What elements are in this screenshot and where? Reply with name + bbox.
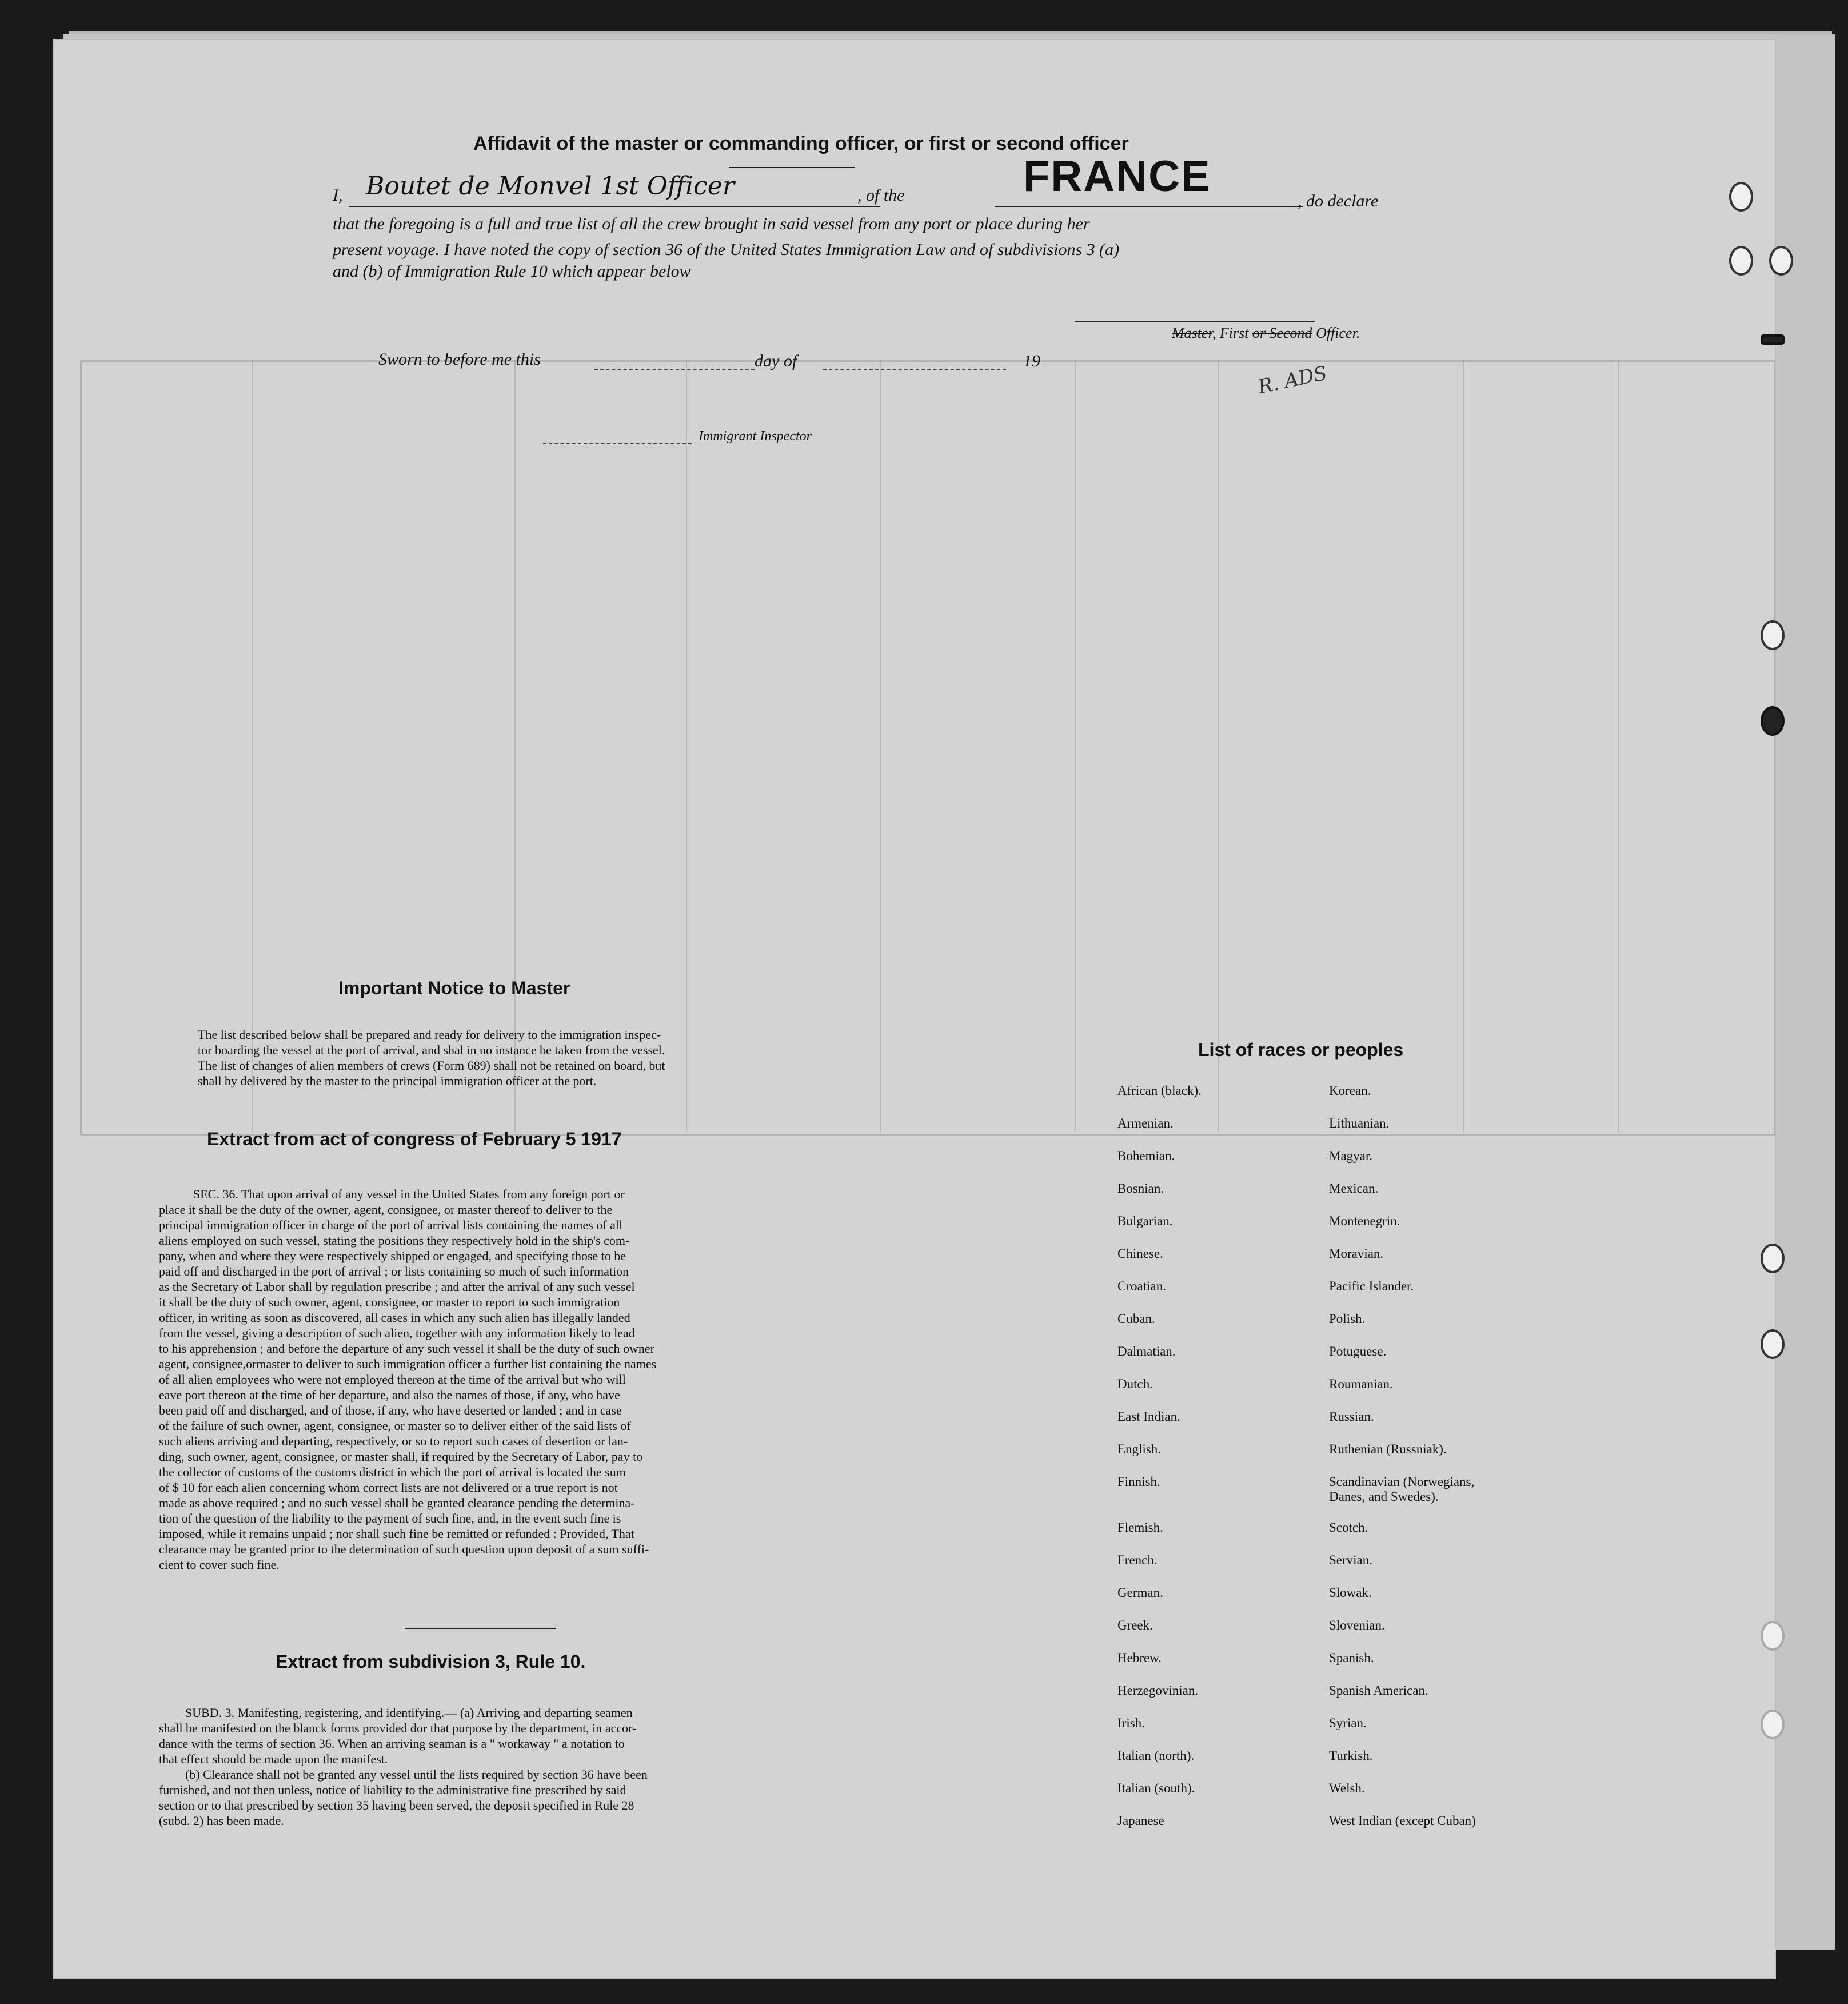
races-left-column bbox=[1117, 1083, 1202, 1846]
affidavit-heading: Affidavit of the master or commanding officer, or first or second officer bbox=[473, 133, 1129, 154]
officer-label: Officer. bbox=[1316, 325, 1360, 341]
act-line: officer, in writing as soon as discovered, all cases in which any such alien has illegally landed bbox=[159, 1310, 630, 1325]
race-item: East Indian. bbox=[1117, 1409, 1180, 1424]
rule-line: furnished, and not then unless, notice of liability to the administrative fine prescribed by said bbox=[159, 1783, 626, 1797]
race-item: Korean. bbox=[1329, 1083, 1371, 1098]
act-line: it shall be the duty of such owner, agent, consignee, or master to report to such immigration bbox=[159, 1295, 620, 1309]
race-item: Magyar. bbox=[1329, 1149, 1373, 1163]
race-item: Mexican. bbox=[1329, 1181, 1379, 1196]
affidavit-line-2: that the foregoing is a full and true list of all the crew brought in said vessel from any port or place during her bbox=[333, 214, 1090, 233]
do-declare-label: , do declare bbox=[1298, 192, 1379, 210]
extract-rule-body bbox=[159, 1705, 648, 1828]
race-item: Pacific Islander. bbox=[1329, 1279, 1414, 1293]
punch-hole bbox=[1761, 1710, 1785, 1739]
act-line: of the failure of such owner, agent, consignee, or master so to deliver either of the said lists of bbox=[159, 1419, 631, 1433]
act-line: been paid off and discharged, and of those, if any, who have deserted or landed ; and in case bbox=[159, 1403, 622, 1417]
inspector-initials: R. ADS bbox=[1256, 361, 1330, 399]
extract-rule-heading: Extract from subdivision 3, Rule 10. bbox=[276, 1651, 586, 1672]
act-line: aliens employed on such vessel, stating the positions they respectively hold in the ship's com- bbox=[159, 1233, 630, 1248]
race-item: Dalmatian. bbox=[1117, 1344, 1176, 1358]
race-item: Russian. bbox=[1329, 1409, 1374, 1424]
inspector-label: Immigrant Inspector bbox=[699, 429, 812, 444]
act-line: cient to cover such fine. bbox=[159, 1557, 280, 1572]
rule-line: SUBD. 3. Manifesting, registering, and identifying.— (a) Arriving and departing seamen bbox=[185, 1706, 633, 1720]
day-of-label: day of bbox=[755, 352, 797, 370]
bleed-through-column bbox=[1618, 360, 1619, 1132]
race-item: Armenian. bbox=[1117, 1116, 1174, 1130]
first-label: , First bbox=[1212, 325, 1249, 341]
punch-hole bbox=[1761, 1329, 1785, 1359]
race-item: Bohemian. bbox=[1117, 1149, 1175, 1163]
race-item: West Indian (except Cuban) bbox=[1329, 1814, 1476, 1828]
act-line: clearance may be granted prior to the determination of such question upon deposit of a sum suffi- bbox=[159, 1542, 649, 1556]
second-struck: or Second bbox=[1252, 325, 1312, 341]
act-line: SEC. 36. That upon arrival of any vessel in the United States from any foreign port or bbox=[193, 1187, 625, 1201]
punch-hole bbox=[1761, 1244, 1785, 1273]
act-line: eave port thereon at the time of her departure, and also the names of those, if any, who have bbox=[159, 1388, 620, 1402]
act-line: tion of the question of the liability to the payment of such fine, and, in the event such fine is bbox=[159, 1511, 621, 1525]
race-item: Irish. bbox=[1117, 1716, 1145, 1730]
act-line: ding, such owner, agent, consignee, or master shall, if required by the Secretary of Labor, pay to bbox=[159, 1449, 643, 1464]
act-line: of $ 10 for each alien concerning whom correct lists are not delivered or a true report is not bbox=[159, 1480, 618, 1495]
affidavit-line-4: and (b) of Immigration Rule 10 which appear below bbox=[333, 262, 691, 281]
inspector-signature-line bbox=[543, 443, 692, 444]
notice-line: shall by delivered by the master to the principal immigration officer at the port. bbox=[198, 1074, 597, 1088]
act-line: agent, consignee,ormaster to deliver to such immigration officer a further list containing the names bbox=[159, 1357, 657, 1371]
punch-hole bbox=[1761, 620, 1785, 650]
race-item: Italian (south). bbox=[1117, 1781, 1195, 1795]
race-item: Syrian. bbox=[1329, 1716, 1367, 1730]
race-item: Japanese bbox=[1117, 1814, 1164, 1828]
bleed-through-column bbox=[686, 360, 687, 1132]
bleed-through-table bbox=[80, 360, 1775, 1136]
race-item: Flemish. bbox=[1117, 1520, 1163, 1535]
race-item: Greek. bbox=[1117, 1618, 1153, 1632]
race-item: Dutch. bbox=[1117, 1377, 1153, 1391]
affidavit-line-3: present voyage. I have noted the copy of section 36 of the United States Immigration Law and of subdivisions 3 (a) bbox=[333, 240, 1120, 259]
officer-name-line bbox=[349, 206, 880, 207]
race-item: Cuban. bbox=[1117, 1312, 1155, 1326]
of-the-label: , of the bbox=[857, 186, 905, 205]
extract-act-body bbox=[159, 1186, 656, 1572]
act-line: the collector of customs of the customs district in which the port of arrival is located the sum bbox=[159, 1465, 626, 1479]
race-item: Welsh. bbox=[1329, 1781, 1365, 1795]
bleed-through-column bbox=[514, 360, 516, 1132]
bleed-through-column bbox=[1218, 360, 1219, 1132]
race-item: Italian (north). bbox=[1117, 1748, 1195, 1763]
race-item: Potuguese. bbox=[1329, 1344, 1387, 1358]
rule-line: dance with the terms of section 36. When an arriving seaman is a " workaway " a notation to bbox=[159, 1736, 625, 1751]
year-label: 19 bbox=[1023, 352, 1040, 370]
race-item: English. bbox=[1117, 1442, 1162, 1456]
notice-line: The list described below shall be prepared and ready for delivery to the immigration inspec- bbox=[198, 1027, 661, 1042]
race-item: Turkish. bbox=[1329, 1748, 1373, 1763]
act-line: pany, when and where they were respectively shipped or engaged, and specifying those to be bbox=[159, 1249, 626, 1263]
act-line: place it shall be the duty of the owner, agent, consignee, or master thereof to deliver to the bbox=[159, 1202, 613, 1217]
race-item: Hebrew. bbox=[1117, 1651, 1162, 1665]
race-item: Scandinavian (Norwegians, Danes, and Swedes). bbox=[1329, 1475, 1475, 1504]
punch-hole bbox=[1761, 1621, 1785, 1651]
notice-line: tor boarding the vessel at the port of arrival, and shal in no instance be taken from the vessel. bbox=[198, 1043, 665, 1057]
race-item: German. bbox=[1117, 1585, 1163, 1600]
act-line: such aliens arriving and departing, respectively, or so to report such cases of desertion or lan- bbox=[159, 1434, 628, 1448]
race-item: Ruthenian (Russniak). bbox=[1329, 1442, 1447, 1456]
act-line: to his apprehension ; and before the departure of any such vessel it shall be the duty of such owner bbox=[159, 1341, 654, 1356]
notice-heading: Important Notice to Master bbox=[338, 978, 570, 998]
notice-body bbox=[194, 1027, 665, 1089]
act-line: paid off and discharged in the port of arrival ; or lists containing so much of such information bbox=[159, 1264, 629, 1278]
sworn-month-line bbox=[823, 369, 1006, 370]
punch-hole bbox=[1761, 706, 1785, 736]
race-item: Bosnian. bbox=[1117, 1181, 1164, 1196]
ship-name-line bbox=[995, 206, 1303, 207]
race-item: Scotch. bbox=[1329, 1520, 1368, 1535]
race-item: Croatian. bbox=[1117, 1279, 1166, 1293]
rule-line: section or to that prescribed by section 35 having been served, the deposit specified in Rule 28 bbox=[159, 1798, 634, 1812]
race-item: African (black). bbox=[1117, 1083, 1202, 1098]
race-item: Lithuanian. bbox=[1329, 1116, 1390, 1130]
heading-rule bbox=[729, 167, 855, 168]
act-line: made as above required ; and no such vessel shall be granted clearance pending the determina- bbox=[159, 1496, 635, 1510]
act-line: principal immigration officer in charge of the port of arrival lists containing the names of all bbox=[159, 1218, 623, 1232]
race-item: Roumanian. bbox=[1329, 1377, 1393, 1391]
sworn-label: Sworn to before me this bbox=[378, 350, 541, 369]
section-divider bbox=[405, 1628, 556, 1629]
act-line: from the vessel, giving a description of such alien, together with any information likely to lead bbox=[159, 1326, 635, 1340]
bleed-through-column bbox=[252, 360, 253, 1132]
race-item: Spanish American. bbox=[1329, 1683, 1428, 1698]
act-line: of all alien employees who were not employed thereon at the time of the arrival but who will bbox=[159, 1372, 626, 1387]
bleed-through-column bbox=[1463, 360, 1464, 1132]
race-item: Slowak. bbox=[1329, 1585, 1372, 1600]
race-item: Polish. bbox=[1329, 1312, 1366, 1326]
sworn-day-line bbox=[594, 369, 755, 370]
signature-line bbox=[1075, 321, 1315, 322]
race-item: Montenegrin. bbox=[1329, 1214, 1400, 1228]
officer-signature-handwritten: Boutet de Monvel 1st Officer bbox=[366, 172, 735, 201]
race-item: French. bbox=[1117, 1553, 1158, 1567]
races-heading: List of races or peoples bbox=[1198, 1039, 1404, 1060]
race-item: Moravian. bbox=[1329, 1246, 1384, 1261]
race-item: Herzegovinian. bbox=[1117, 1683, 1199, 1698]
act-line: as the Secretary of Labor shall by regulation prescribe ; and after the arrival of any such vessel bbox=[159, 1280, 635, 1294]
race-item: Chinese. bbox=[1117, 1246, 1163, 1261]
punch-hole bbox=[1769, 246, 1793, 276]
punch-hole bbox=[1761, 334, 1785, 345]
race-item: Finnish. bbox=[1117, 1475, 1160, 1489]
rule-line: (subd. 2) has been made. bbox=[159, 1814, 284, 1828]
race-item: Spanish. bbox=[1329, 1651, 1374, 1665]
master-struck: Master bbox=[1172, 325, 1212, 341]
affidavit-i-prefix: I, bbox=[333, 186, 343, 205]
race-item: Bulgarian. bbox=[1117, 1214, 1173, 1228]
race-item: Servian. bbox=[1329, 1553, 1373, 1567]
race-item: Slovenian. bbox=[1329, 1618, 1385, 1632]
notice-line: The list of changes of alien members of crews (Form 689) shall not be retained on board, but bbox=[198, 1058, 665, 1073]
bleed-through-column bbox=[1075, 360, 1076, 1132]
punch-hole bbox=[1729, 182, 1753, 212]
rule-line: (b) Clearance shall not be granted any vessel until the lists required by section 36 have been bbox=[185, 1767, 648, 1782]
extract-act-heading: Extract from act of congress of February 5 1917 bbox=[207, 1129, 622, 1149]
races-right-column bbox=[1329, 1083, 1500, 1846]
bleed-through-column bbox=[880, 360, 881, 1132]
rule-line: that effect should be made upon the manifest. bbox=[159, 1752, 388, 1766]
punch-hole bbox=[1729, 246, 1753, 276]
act-line: imposed, while it remains unpaid ; nor shall such fine be remitted or refunded : Provided, That bbox=[159, 1527, 634, 1541]
ship-name: FRANCE bbox=[1023, 152, 1211, 201]
rule-line: shall be manifested on the blanck forms provided dor that purpose by the department, in accor- bbox=[159, 1721, 637, 1735]
officer-title bbox=[1172, 325, 1360, 342]
